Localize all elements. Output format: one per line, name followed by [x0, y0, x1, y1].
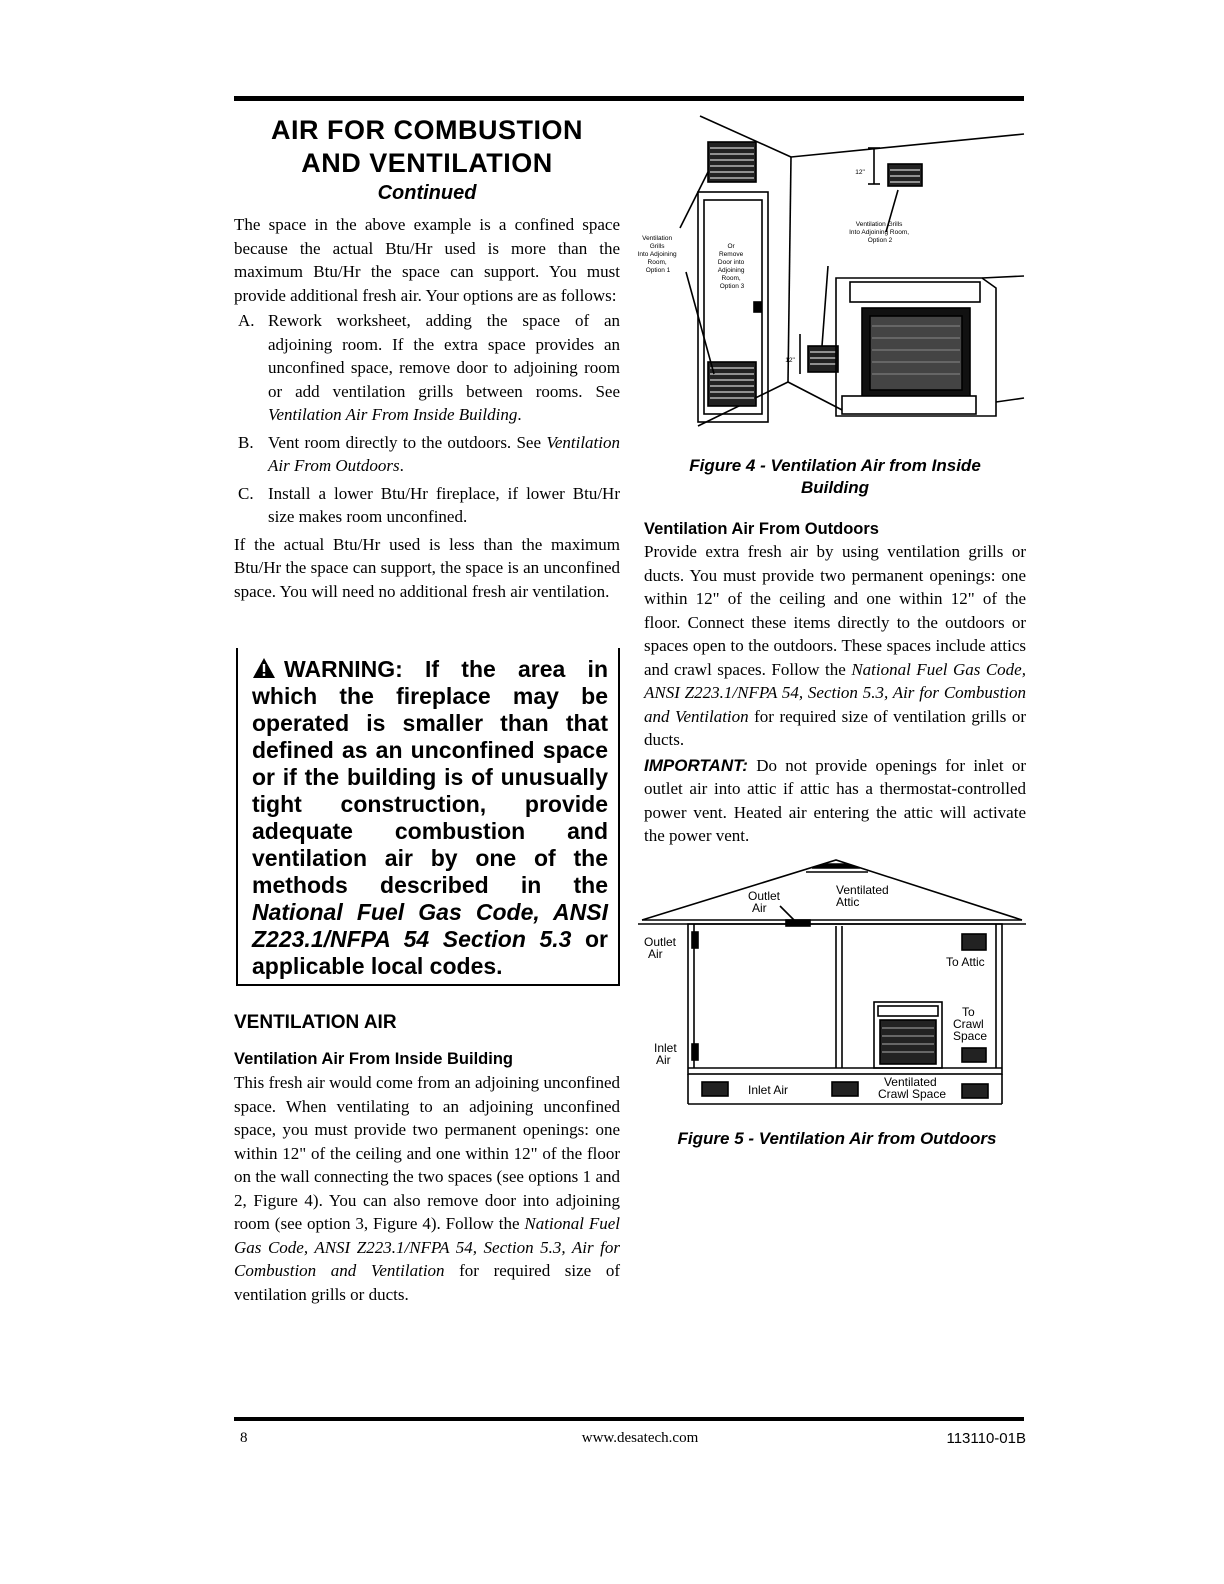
ventilation-air-section [234, 1012, 620, 1306]
option-end: . [517, 405, 522, 424]
list-letter: C. [238, 483, 254, 503]
footer-url[interactable]: www.desatech.com [581, 1430, 699, 1446]
warning-tail: or applicable local codes. [252, 926, 609, 979]
inside-building-heading: Ventilation Air From Inside Building [234, 1050, 513, 1068]
inside-building-paragraph [234, 1071, 620, 1306]
left-column [234, 114, 620, 603]
fig4-label-left: Ventilation Grills Into Adjoining Room, Option 1 [637, 235, 677, 274]
list-item [234, 431, 620, 478]
inside-code-ref: National Fuel Gas Code, ANSI Z223.1/NFPA 54, Section 5.3, Air for Combustion and Ventilation [234, 1214, 620, 1280]
section-title: VENTILATION AIR [234, 1012, 397, 1033]
title-line-2: AND VENTILATION [301, 148, 553, 178]
fig5-ventilated-attic: Ventilated Attic [836, 883, 889, 909]
fig5-to-attic: To Attic [946, 955, 985, 969]
outdoors-paragraph [644, 540, 1026, 752]
figure-4-illustration [636, 112, 1026, 446]
outdoors-heading: Ventilation Air From Outdoors [644, 520, 879, 538]
figure-5-illustration [636, 856, 1028, 1112]
outdoors-section [644, 520, 1026, 848]
option-end: . [399, 456, 404, 475]
list-letter: B. [238, 432, 254, 452]
intro-paragraph: The space in the above example is a confined space because the actual Btu/Hr used is more than the maximum Btu/Hr the space can support. You must provide additional fresh air. Your options are as follows: [234, 215, 620, 305]
outdoors-tail: for required size of ventilation grills or ducts. [644, 706, 1026, 749]
fig5-outlet-air-wall: Outlet Air [644, 935, 677, 961]
fig4-dim-bottom: 12" [785, 357, 795, 364]
option-ref: Ventilation Air From Outdoors [268, 432, 620, 475]
fig5-ventilated-crawl: Ventilated Crawl Space [877, 1075, 947, 1101]
list-item [234, 309, 620, 427]
inside-text: This fresh air would come from an adjoining unconfined space. When ventilating to an adjoining unconfined space, you must provide two permanent openings: one within 12" of the ceiling and one within 12" of the floor on the wall connecting the two spaces (see options 1 and 2, Figure 4). You can also remove door into adjoining room (see option 3, Figure 4). Follow the [234, 1073, 620, 1233]
options-list [234, 309, 620, 529]
warning-text [252, 656, 608, 980]
figure-4-caption: Figure 4 - Ventilation Air from Inside Building [689, 456, 981, 497]
option-text: Vent room directly to the outdoors. See [268, 432, 547, 452]
inside-tail: for required size of ventilation grills or ducts. [234, 1261, 620, 1304]
warning-code-ref: National Fuel Gas Code, ANSI Z223.1/NFPA 54 Section 5.3 [252, 899, 608, 952]
unconfined-paragraph: If the actual Btu/Hr used is less than the maximum Btu/Hr the space can support, the space is an unconfined space. You will need no additional fresh air ventilation. [234, 534, 620, 601]
page-number: 8 [240, 1430, 248, 1446]
figure-5-caption: Figure 5 - Ventilation Air from Outdoors [677, 1129, 997, 1148]
fig4-label-right: Ventilation Grills Into Adjoining Room, Option 2 [849, 221, 910, 244]
warning-lead: WARNING: If the area in which the fireplace may be operated is smaller than that defined as an unconfined space or if the building is of unusually tight construction, provide adequate combustion and ventilation air by one of the methods described in the [252, 656, 608, 898]
page-subtitle: Continued [377, 182, 477, 204]
fig4-label-door: Or Remove Door into Adjoining Room, Option 3 [717, 243, 745, 290]
list-letter: A. [238, 311, 255, 330]
outdoors-code-ref: National Fuel Gas Code, ANSI Z223.1/NFPA 54, Section 5.3, Air for Combustion and Ventilation [644, 659, 1026, 726]
option-text: Install a lower Btu/Hr fireplace, if lower Btu/Hr size makes room unconfined. [268, 483, 620, 526]
fig5-inlet-air-wall: Inlet Air [654, 1041, 677, 1067]
option-ref: Ventilation Air From Inside Building [268, 405, 518, 424]
fig5-inlet-air-floor: Inlet Air [748, 1083, 789, 1097]
top-rule [234, 96, 1024, 101]
warning-box [236, 648, 620, 986]
important-paragraph [644, 754, 1026, 848]
list-item [234, 482, 620, 529]
fig5-to-crawl: To Crawl Space [952, 1005, 988, 1043]
fig5-outlet-air-roof: Outlet Air [748, 889, 781, 915]
important-label: IMPORTANT: [644, 755, 748, 775]
page-title [234, 114, 620, 180]
important-text: Do not provide openings for inlet or outlet air into attic if attic has a thermostat-controlled power vent. Heated air entering the attic will activate the power vent. [644, 755, 1026, 845]
fig4-dim-top: 12" [855, 169, 865, 176]
bottom-rule [234, 1417, 1024, 1421]
option-text: Rework worksheet, adding the space of an adjoining room. If the extra space provides an unconfined space, remove door to adjoining room or add ventilation grills between rooms. See [268, 311, 620, 401]
doc-number: 113110-01B [946, 1430, 1026, 1447]
outdoors-text: Provide extra fresh air by using ventilation grills or ducts. You must provide two permanent openings: one within 12" of the ceiling and one within 12" of the floor. Connect these items directly to the outdoors or spaces open to the outdoors. These spaces include attics and crawl spaces. Follow the [644, 542, 1026, 679]
title-line-1: AIR FOR COMBUSTION [271, 115, 583, 145]
warning-icon [252, 657, 276, 679]
